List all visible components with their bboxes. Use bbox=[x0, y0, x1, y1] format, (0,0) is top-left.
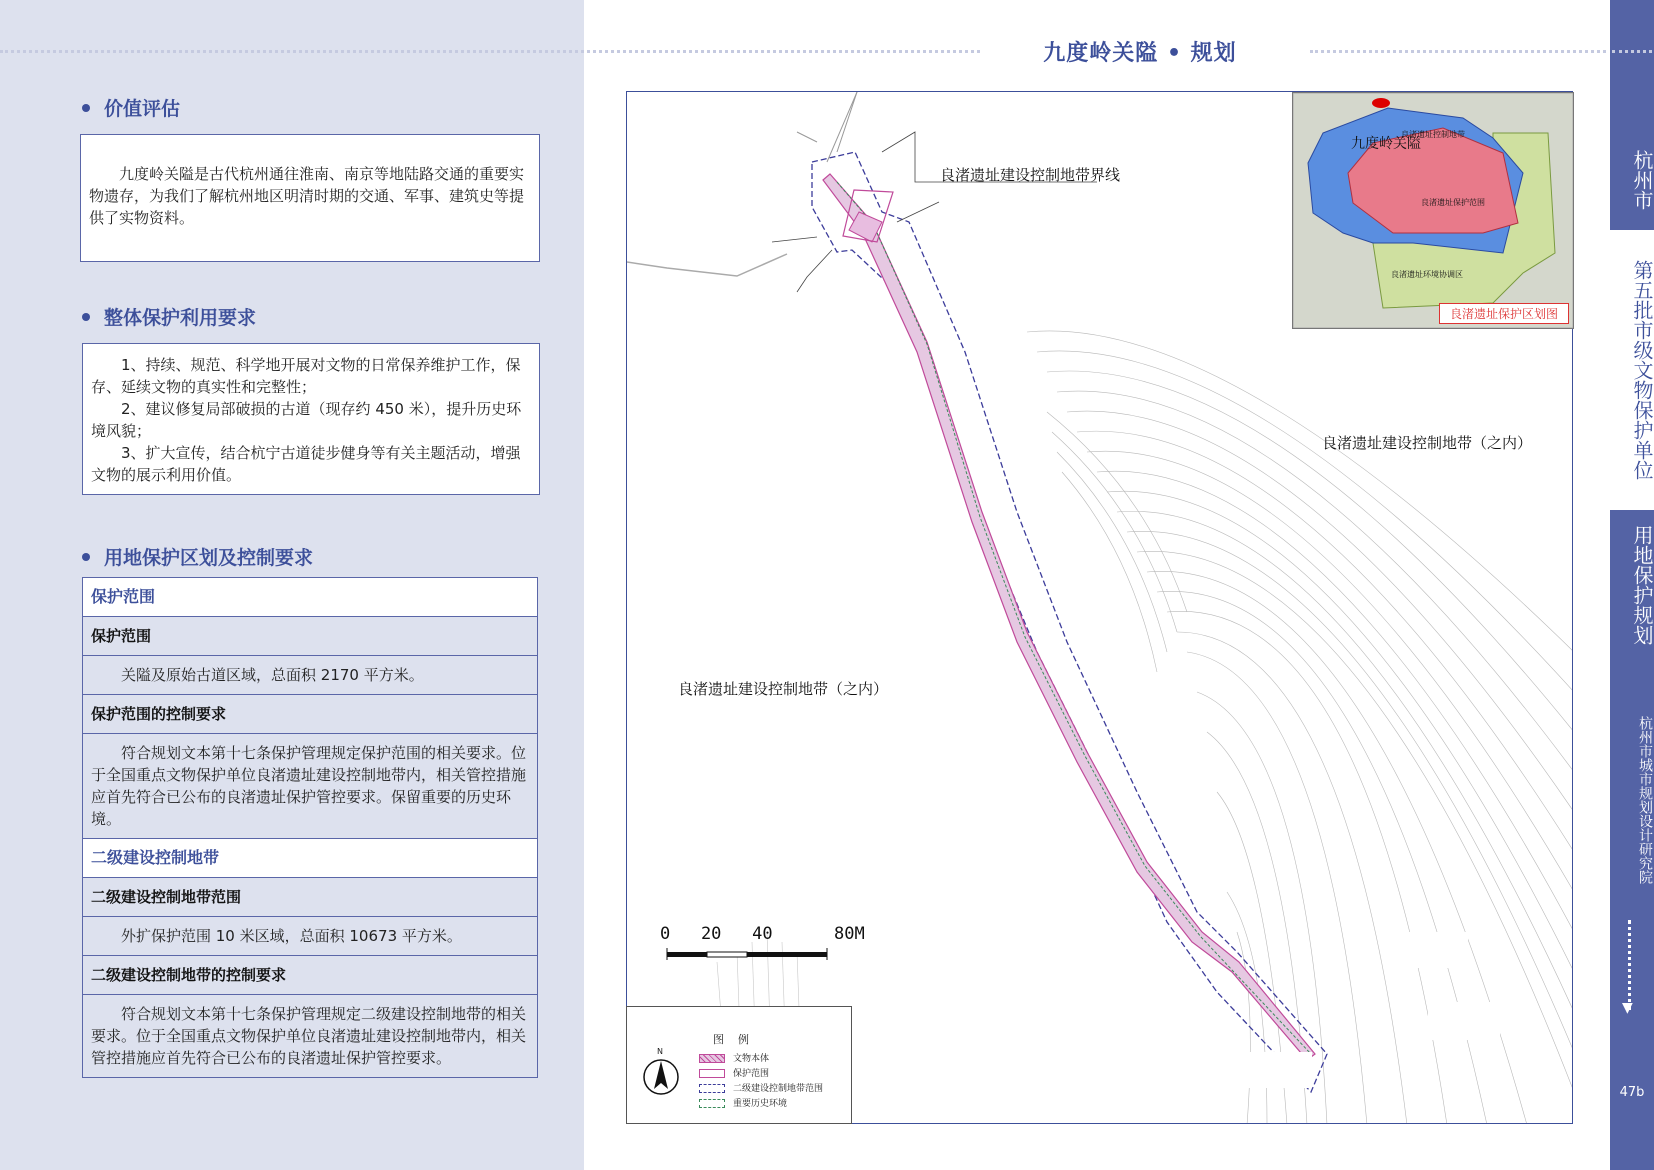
north-arrow-icon bbox=[641, 1057, 681, 1097]
map-legend bbox=[626, 1006, 852, 1124]
section-heading-protection: 整体保护利用要求 bbox=[82, 303, 256, 330]
sidebar-dots bbox=[1612, 50, 1652, 53]
protection-box bbox=[82, 343, 540, 495]
top-dotted-rule-left bbox=[0, 50, 980, 53]
inset-caption: 良渚遗址保护区划图 bbox=[1439, 303, 1569, 324]
sidebar-institute: 杭州市城市规划设计研究院 bbox=[1637, 716, 1653, 884]
legend-item: 二级建设控制地带范围 bbox=[699, 1081, 823, 1094]
legend-item: 重要历史环境 bbox=[699, 1096, 787, 1109]
table-row: 外扩保护范围 10 米区域，总面积 10673 平方米。 bbox=[83, 917, 537, 956]
bullet-icon bbox=[82, 313, 90, 321]
swatch-protection-icon bbox=[699, 1069, 725, 1078]
landuse-table bbox=[82, 577, 538, 1078]
inset-map[interactable] bbox=[1292, 92, 1574, 329]
table-row: 二级建设控制地带 bbox=[83, 839, 537, 878]
bullet-icon bbox=[82, 104, 90, 112]
page-number: 47b bbox=[1619, 1085, 1645, 1100]
swatch-environment-icon bbox=[699, 1099, 725, 1108]
swatch-site-icon bbox=[699, 1054, 725, 1063]
inset-zone1-label: 良渚遗址控制地带 bbox=[1401, 130, 1465, 139]
section-heading-value: 价值评估 bbox=[82, 94, 180, 121]
table-row: 符合规划文本第十七条保护管理规定保护范围的相关要求。位于全国重点文物保护单位良渚遗址建设控制地带内，相关管控措施应首先符合已公布的良渚遗址保护管控要求。保留重要的历史环境。 bbox=[83, 734, 537, 839]
table-row: 保护范围 bbox=[83, 617, 537, 656]
protection-item: 3、扩大宣传，结合杭宁古道徒步健身等有关主题活动，增强文物的展示利用价值。 bbox=[91, 444, 521, 484]
legend-item: 保护范围 bbox=[699, 1066, 769, 1079]
legend-title: 图例 bbox=[713, 1033, 763, 1046]
scale-bar bbox=[667, 948, 827, 960]
inset-zone2-label: 良渚遗址保护范围 bbox=[1421, 198, 1485, 207]
section-heading-landuse: 用地保护区划及控制要求 bbox=[82, 543, 313, 570]
scale-labels: 0 20 40 80M bbox=[660, 924, 865, 944]
protection-item: 1、持续、规范、科学地开展对文物的日常保养维护工作，保存、延续文物的真实性和完整性； bbox=[91, 356, 521, 396]
sidebar-dotline bbox=[1628, 920, 1639, 1010]
protection-range bbox=[823, 174, 1315, 1060]
blank-patch bbox=[1244, 1052, 1312, 1088]
bullet-icon bbox=[82, 553, 90, 561]
table-row: 保护范围 bbox=[83, 578, 537, 617]
control-zone-boundary bbox=[812, 152, 1327, 1092]
inset-site-label: 九度岭关隘 bbox=[1351, 136, 1421, 152]
swatch-control-icon bbox=[699, 1084, 725, 1093]
value-box bbox=[80, 134, 540, 262]
table-row: 符合规划文本第十七条保护管理规定二级建设控制地带的相关要求。位于全国重点文物保护单位良渚遗址建设控制地带内，相关管控措施应首先符合已公布的良渚遗址保护管控要求。 bbox=[91, 1005, 527, 1067]
blank-patch bbox=[1428, 1002, 1500, 1040]
table-row: 二级建设控制地带范围 bbox=[83, 878, 537, 917]
map-label-boundary: 良渚遗址建设控制地带界线 bbox=[940, 166, 1121, 184]
inset-zone3-label: 良渚遗址环境协调区 bbox=[1391, 270, 1463, 279]
down-arrow-icon: ▼ bbox=[1622, 1000, 1633, 1016]
north-label: N bbox=[657, 1047, 663, 1056]
blank-patch bbox=[1390, 932, 1468, 968]
map-label-zone-left: 良渚遗址建设控制地带（之内） bbox=[678, 680, 889, 698]
value-text: 九度岭关隘是古代杭州通往淮南、南京等地陆路交通的重要实物遗存，为我们了解杭州地区明清时期的交通、军事、建筑史等提供了实物资料。 bbox=[89, 165, 525, 227]
table-row: 保护范围的控制要求 bbox=[83, 695, 537, 734]
sidebar-batch: 第五批市级文物保护单位 bbox=[1610, 230, 1654, 510]
sidebar-city: 杭州市 bbox=[1630, 150, 1654, 210]
legend-item: 文物本体 bbox=[699, 1051, 769, 1064]
sidebar-chapter: 用地保护规划 bbox=[1630, 525, 1654, 645]
table-row: 二级建设控制地带的控制要求 bbox=[83, 956, 537, 995]
map-label-zone-right: 良渚遗址建设控制地带（之内） bbox=[1322, 434, 1533, 452]
protection-item: 2、建议修复局部破损的古道（现存约 450 米），提升历史环境风貌； bbox=[91, 400, 522, 440]
top-dotted-rule-right bbox=[1310, 50, 1606, 53]
table-row: 关隘及原始古道区域，总面积 2170 平方米。 bbox=[83, 656, 537, 695]
page-title: 九度岭关隘 • 规划 bbox=[1043, 41, 1237, 66]
